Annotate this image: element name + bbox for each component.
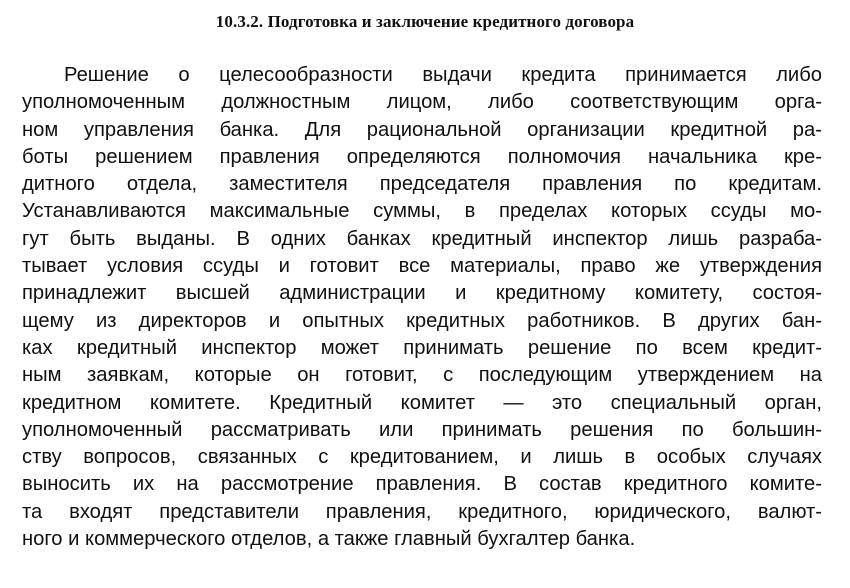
paragraph-line: принадлежит высшей администрации и кредитному комитету, состоя-: [22, 282, 822, 305]
paragraph-line: боты решением правления определяются полномочия начальника кре-: [22, 145, 822, 168]
paragraph-line: ном управления банка. Для рациональной организации кредитной ра-: [22, 118, 822, 141]
paragraph-line: кредитном комитете. Кредитный комитет — это специальный орган,: [22, 391, 822, 414]
paragraph-line: Решение о целесообразности выдачи кредита принимается либо: [64, 64, 822, 86]
paragraph-line: щему из директоров и опытных кредитных работников. В других бан-: [22, 309, 822, 332]
paragraph-line: гут быть выданы. В одних банках кредитный инспектор лишь разраба-: [22, 227, 822, 250]
body-paragraph: [22, 62, 822, 553]
paragraph-line: ках кредитный инспектор может принимать решение по всем кредит-: [22, 336, 822, 359]
paragraph-line: ного и коммерческого отделов, а также главный бухгалтер банка.: [22, 528, 636, 551]
section-heading: 10.3.2. Подготовка и заключение кредитного договора: [215, 12, 635, 31]
paragraph-line: Устанавливаются максимальные суммы, в пределах которых ссуды мо-: [22, 200, 822, 223]
paragraph-line: уполномоченный рассматривать или принимать решения по большин-: [22, 418, 822, 441]
paragraph-line: ству вопросов, связанных с кредитованием, и лишь в особых случаях: [22, 446, 822, 469]
paragraph-line: тывает условия ссуды и готовит все материалы, право же утверждения: [22, 255, 822, 278]
paragraph-line: выносить их на рассмотрение правления. В состав кредитного комите-: [22, 473, 822, 496]
paragraph-line: ным заявкам, которые он готовит, с последующим утверждением на: [22, 364, 822, 387]
paragraph-line: уполномоченным должностным лицом, либо соответствующим орга-: [22, 91, 822, 114]
paragraph-line: дитного отдела, заместителя председателя правления по кредитам.: [22, 173, 822, 196]
paragraph-line: та входят представители правления, кредитного, юридического, валют-: [22, 500, 822, 523]
